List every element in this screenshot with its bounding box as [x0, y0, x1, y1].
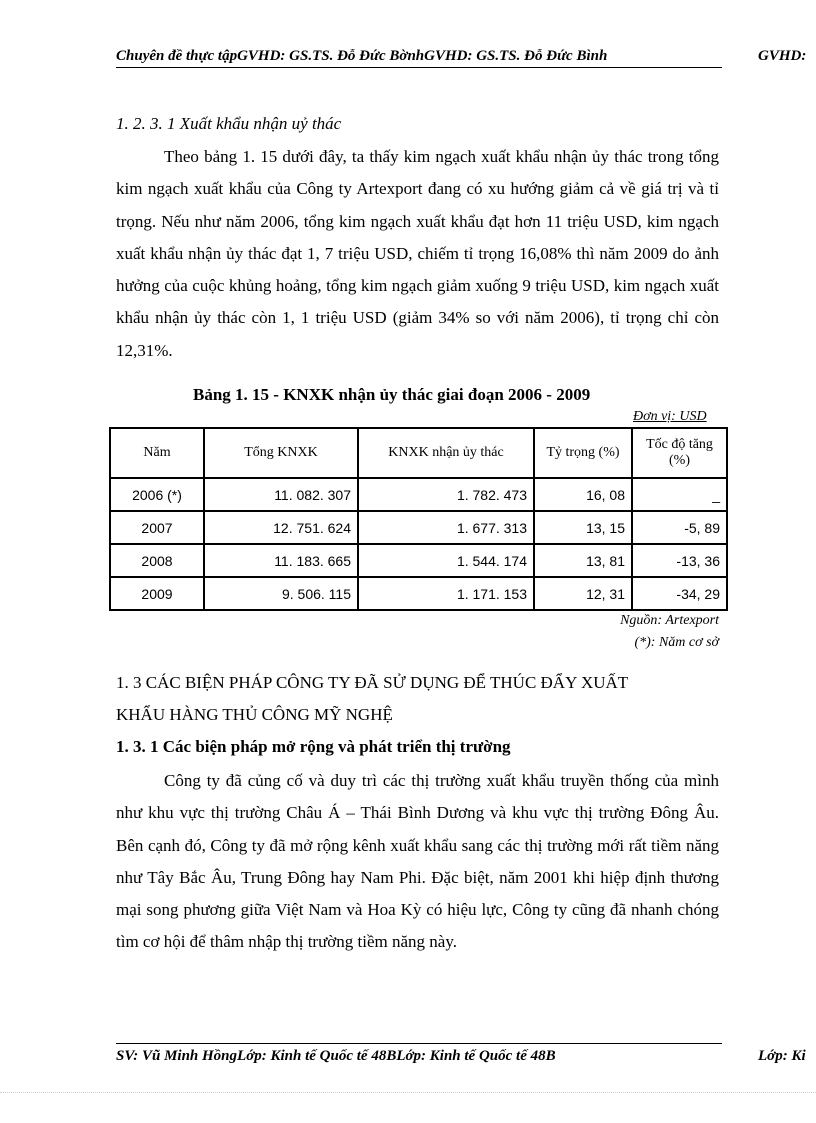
- header-growth: Tốc độ tăng (%): [632, 428, 727, 478]
- cell-entrusted: 1. 171. 153: [358, 577, 534, 610]
- table-unit: Đơn vị: USD: [633, 409, 707, 424]
- running-footer: SV: Vũ Minh HồngLớp: Kinh tế Quốc tế 48BLớp: Kinh tế Quốc tế 48B: [116, 1048, 556, 1064]
- header-total: Tổng KNXK: [204, 428, 358, 478]
- running-header: Chuyên đề thực tậpGVHD: GS.TS. Đỗ Đức BờnhGVHD: GS.TS. Đỗ Đức Bình: [116, 48, 608, 64]
- cell-total: 12. 751. 624: [204, 511, 358, 544]
- cell-year: 2006 (*): [110, 478, 204, 511]
- running-header-right: GVHD:: [758, 48, 807, 64]
- cell-share: 16, 08: [534, 478, 632, 511]
- table-row: [110, 478, 727, 511]
- section-heading-1-3: 1. 3 CÁC BIỆN PHÁP CÔNG TY ĐÃ SỬ DỤNG ĐỂ THÚC ĐẨY XUẤT: [116, 673, 629, 692]
- paragraph-market-expansion: [116, 765, 719, 959]
- cell-growth: -13, 36: [632, 544, 727, 577]
- cell-year: 2007: [110, 511, 204, 544]
- cell-total: 11. 183. 665: [204, 544, 358, 577]
- cell-share: 12, 31: [534, 577, 632, 610]
- cell-growth: -5, 89: [632, 511, 727, 544]
- table-row: [110, 511, 727, 544]
- header-year: Năm: [110, 428, 204, 478]
- cell-entrusted: 1. 782. 473: [358, 478, 534, 511]
- cell-share: 13, 81: [534, 544, 632, 577]
- subheading-1-3-1: 1. 3. 1 Các biện pháp mở rộng và phát triển thị trường: [116, 737, 511, 756]
- cell-entrusted: 1. 677. 313: [358, 511, 534, 544]
- table-source: Nguồn: Artexport: [620, 613, 719, 628]
- paragraph-market-expansion-text: Công ty đã củng cố và duy trì các thị trường xuất khẩu truyền thống của mình như khu vực thị trường Châu Á – Thái Bình Dương và khu vực thị trường Đông Âu. Bên cạnh đó, Công ty đã mở rộng kênh xuất khẩu sang các thị trường mới rất tiềm năng như Tây Bắc Âu, Trung Đông hay Nam Phi. Đặc biệt, năm 2001 khi hiệp định thương mại song phương giữa Việt Nam và Hoa Kỳ có hiệu lực, Công ty cũng đã nhanh chóng tìm cơ hội để thâm nhập thị trường tiềm năng này.: [116, 771, 719, 952]
- cell-growth: _: [632, 478, 727, 511]
- table-row: [110, 577, 727, 610]
- section-heading-1-2-3-1: 1. 2. 3. 1 Xuất khẩu nhận uỷ thác: [116, 114, 342, 133]
- table-row: [110, 544, 727, 577]
- cell-growth: -34, 29: [632, 577, 727, 610]
- cell-total: 11. 082. 307: [204, 478, 358, 511]
- table-title: Bảng 1. 15 - KNXK nhận ủy thác giai đoạn 2006 - 2009: [193, 385, 591, 404]
- cell-share: 13, 15: [534, 511, 632, 544]
- header-share: Tỷ trọng (%): [534, 428, 632, 478]
- cell-year: 2008: [110, 544, 204, 577]
- page-bottom-border: [0, 1092, 816, 1094]
- header-divider: [116, 67, 722, 68]
- section-heading-1-3-line2: KHẨU HÀNG THỦ CÔNG MỸ NGHỆ: [116, 705, 393, 724]
- running-footer-right: Lớp: Ki: [758, 1048, 806, 1064]
- paragraph-entrusted-export-text: Theo bảng 1. 15 dưới đây, ta thấy kim ngạch xuất khẩu nhận ủy thác trong tổng kim ngạch xuất khẩu của Công ty Artexport đang có xu hướng giảm cả về giá trị và tỉ trọng. Nếu như năm 2006, tổng kim ngạch xuất khẩu đạt hơn 11 triệu USD, kim ngạch xuất khẩu nhận ủy thác đạt 1, 7 triệu USD, chiếm tỉ trọng 16,08% thì năm 2009 do ảnh hưởng của cuộc khủng hoảng, tổng kim ngạch giảm xuống 9 triệu USD, kim ngạch xuất khẩu nhận ủy thác còn 1, 1 triệu USD (giảm 34% so với năm 2006), tỉ trọng chỉ còn 12,31%.: [116, 147, 719, 360]
- footer-divider: [116, 1043, 722, 1044]
- table-header-row: [110, 428, 727, 478]
- cell-year: 2009: [110, 577, 204, 610]
- export-table: [109, 427, 728, 611]
- cell-entrusted: 1. 544. 174: [358, 544, 534, 577]
- table-note: (*): Năm cơ sở: [634, 635, 719, 650]
- header-entrusted: KNXK nhận ủy thác: [358, 428, 534, 478]
- cell-total: 9. 506. 115: [204, 577, 358, 610]
- paragraph-entrusted-export: [116, 141, 719, 367]
